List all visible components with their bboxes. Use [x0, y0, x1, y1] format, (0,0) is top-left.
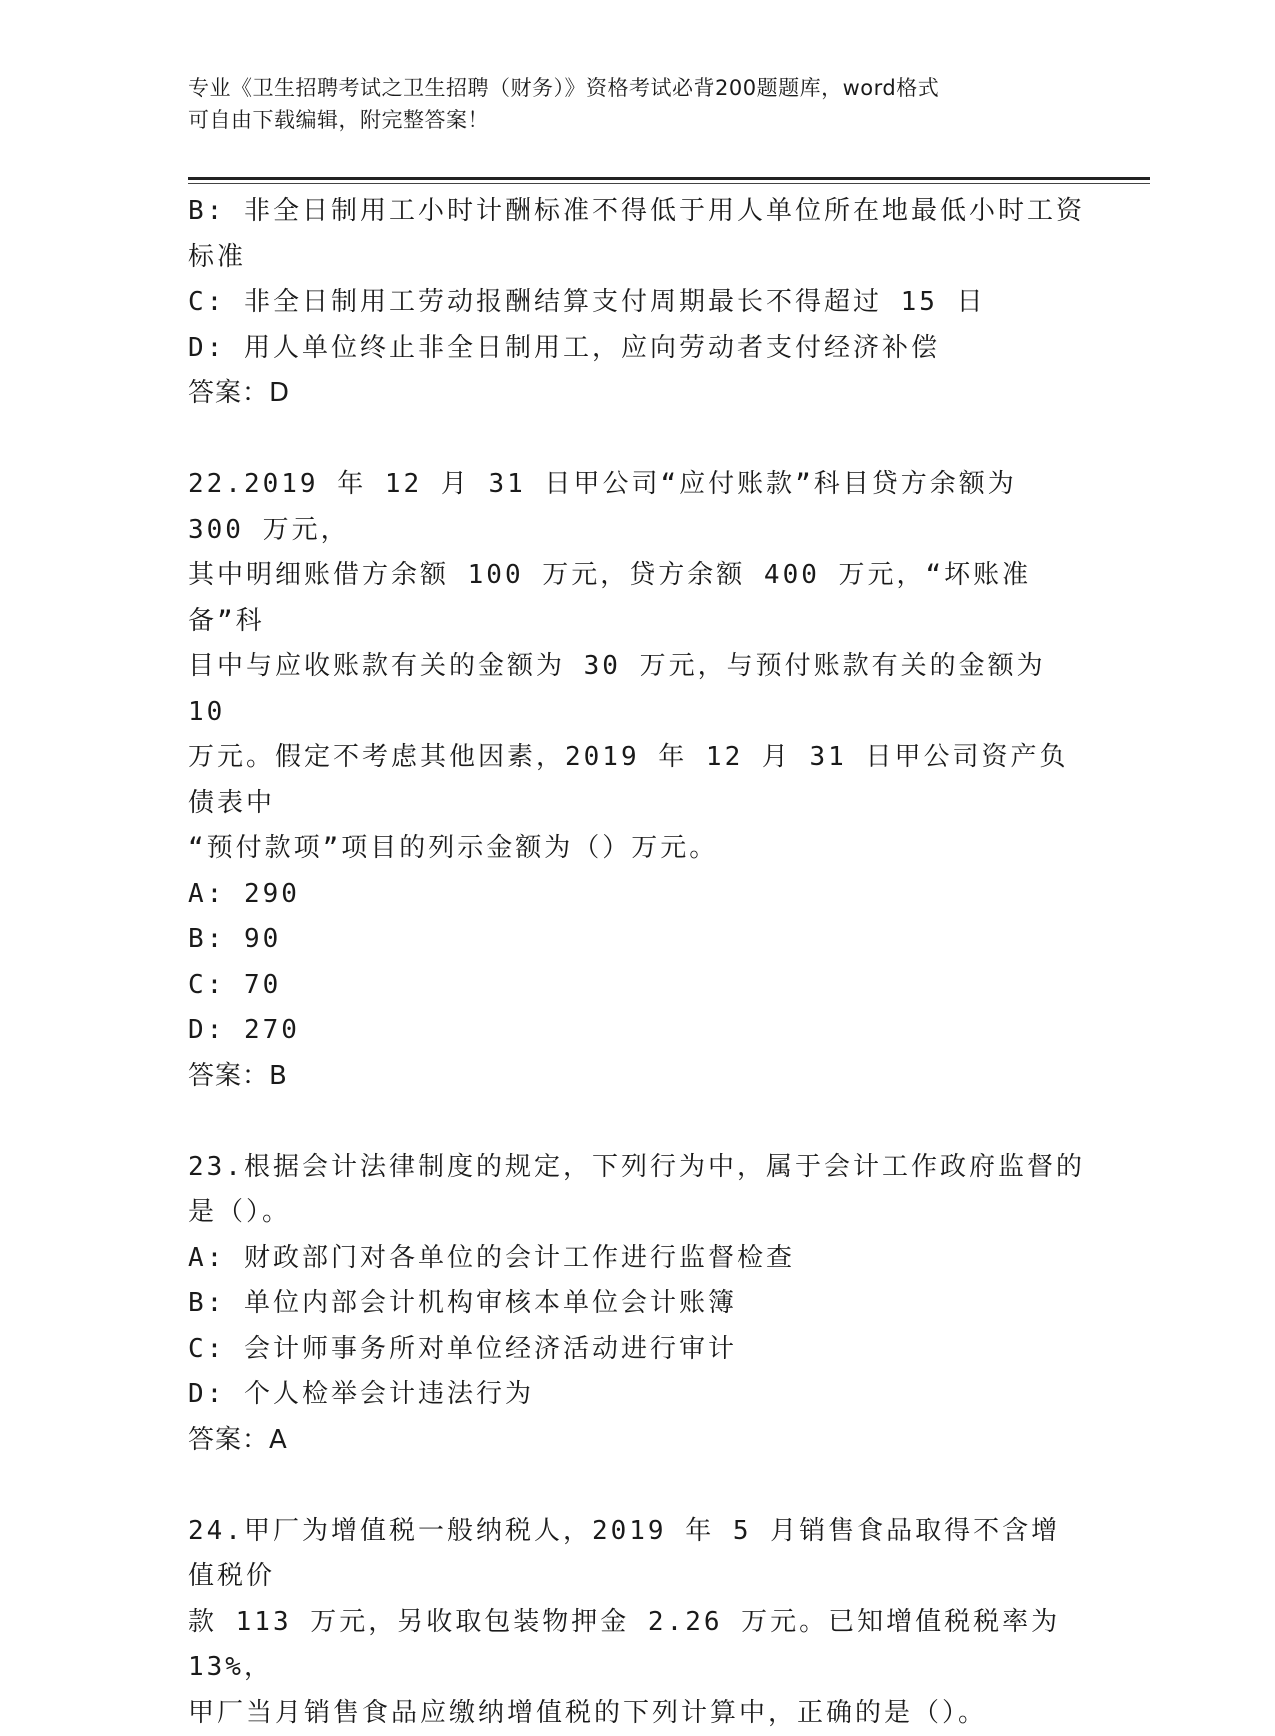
question-line: 万元。假定不考虑其他因素，2019 年 12 月 31 日甲公司资产负债表中	[188, 735, 1088, 826]
question-line: 其中明细账借方余额 100 万元，贷方余额 400 万元，“坏账准备”科	[188, 553, 1088, 644]
block-gap	[188, 1463, 1088, 1509]
option-line: B: 非全日制用工小时计酬标准不得低于用人单位所在地最低小时工资	[188, 189, 1088, 235]
option-line: C: 非全日制用工劳动报酬结算支付周期最长不得超过 15 日	[188, 280, 1088, 326]
option-line: B: 90	[188, 917, 1088, 963]
question-line: 款 113 万元，另收取包装物押金 2.26 万元。已知增值税税率为 13%，	[188, 1600, 1088, 1691]
option-line: C: 70	[188, 963, 1088, 1009]
option-line: 标准	[188, 235, 1088, 281]
header-line-2: 可自由下载编辑，附完整答案！	[188, 104, 1068, 136]
question-line: 24.甲厂为增值税一般纳税人，2019 年 5 月销售食品取得不含增值税价	[188, 1509, 1088, 1600]
question-block-22	[188, 462, 1088, 1099]
option-line: D: 270	[188, 1008, 1088, 1054]
option-line: D: 个人检举会计违法行为	[188, 1372, 1088, 1418]
question-block-21	[188, 189, 1088, 417]
question-line: 23.根据会计法律制度的规定，下列行为中，属于会计工作政府监督的	[188, 1145, 1088, 1191]
header-rule-thin	[188, 183, 1150, 184]
question-block-23	[188, 1145, 1088, 1464]
document-body	[188, 189, 1088, 1736]
question-line: 目中与应收账款有关的金额为 30 万元，与预付账款有关的金额为 10	[188, 644, 1088, 735]
block-gap	[188, 1099, 1088, 1145]
block-gap	[188, 417, 1088, 463]
option-line: D: 用人单位终止非全日制用工，应向劳动者支付经济补偿	[188, 326, 1088, 372]
option-line: A: 290	[188, 872, 1088, 918]
question-line: 甲厂当月销售食品应缴纳增值税的下列计算中，正确的是（）。	[188, 1691, 1088, 1736]
question-line: “预付款项”项目的列示金额为（）万元。	[188, 826, 1088, 872]
question-line: 是（）。	[188, 1190, 1088, 1236]
answer-line: 答案：B	[188, 1054, 1088, 1100]
question-line: 22.2019 年 12 月 31 日甲公司“应付账款”科目贷方余额为 300 万元，	[188, 462, 1088, 553]
question-block-24	[188, 1509, 1088, 1736]
option-line: A: 财政部门对各单位的会计工作进行监督检查	[188, 1236, 1088, 1282]
header-line-1: 专业《卫生招聘考试之卫生招聘（财务）》资格考试必背200题题库，word格式	[188, 72, 1068, 104]
option-line: B: 单位内部会计机构审核本单位会计账簿	[188, 1281, 1088, 1327]
answer-line: 答案：A	[188, 1418, 1088, 1464]
answer-line: 答案：D	[188, 371, 1088, 417]
document-header	[188, 72, 1068, 136]
option-line: C: 会计师事务所对单位经济活动进行审计	[188, 1327, 1088, 1373]
header-rule-thick	[188, 177, 1150, 180]
